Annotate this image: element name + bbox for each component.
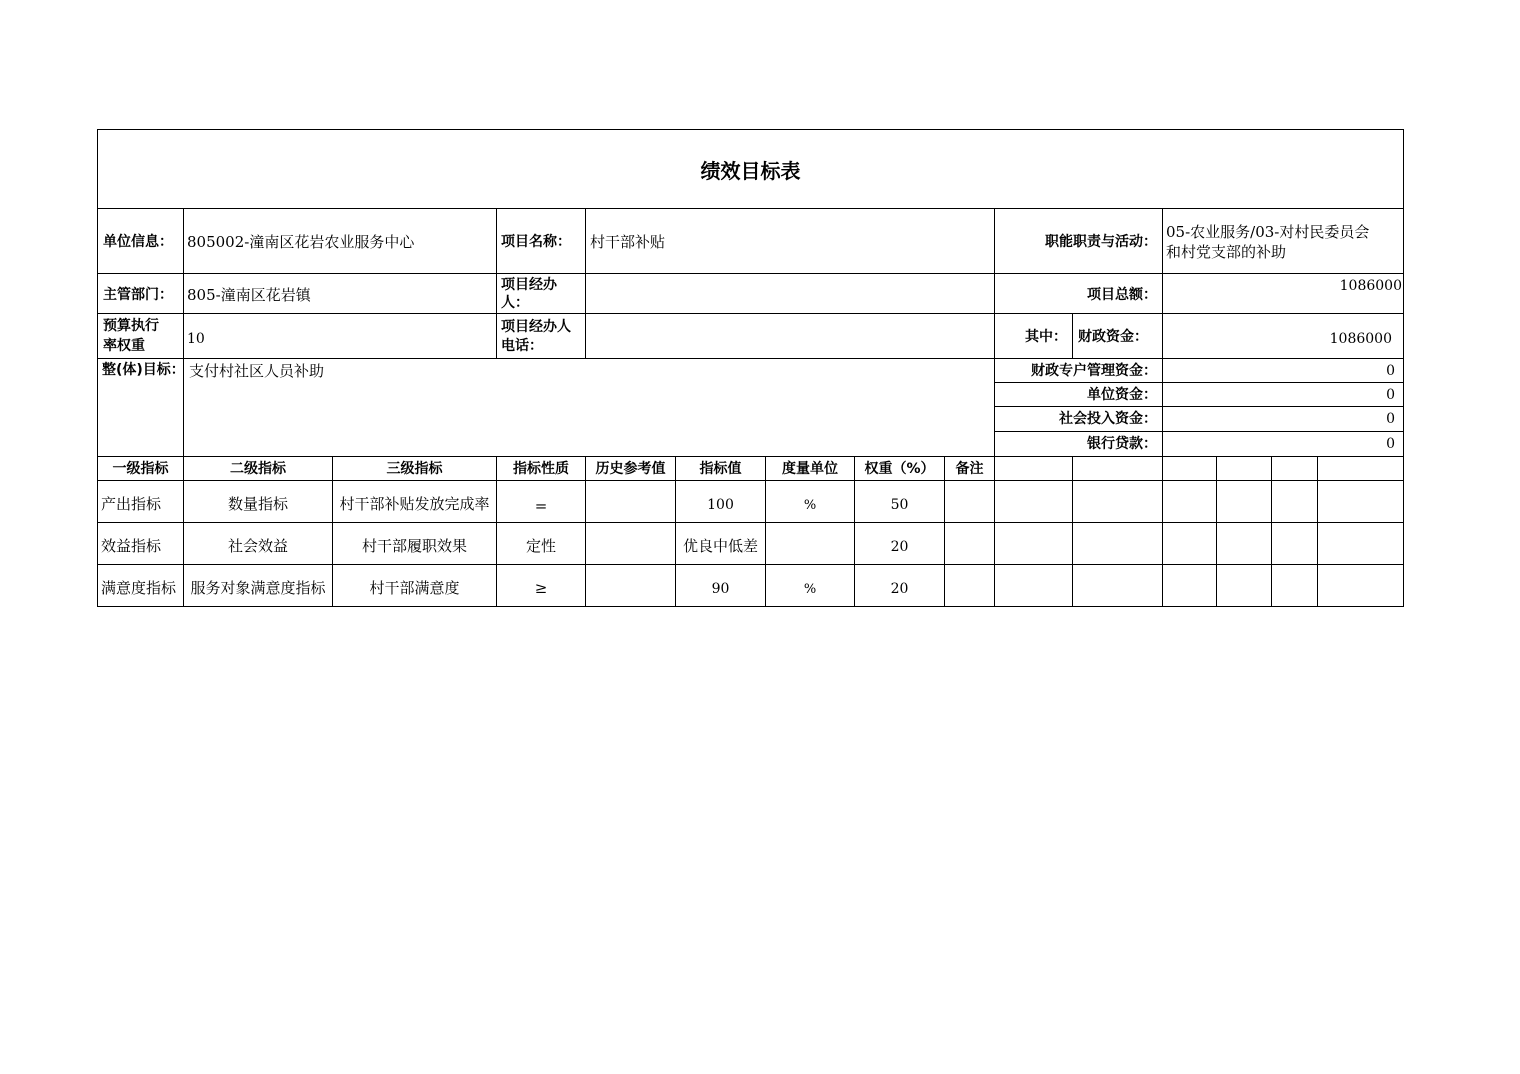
row3-level3: 村干部满意度 xyxy=(369,579,460,597)
duty-value-line2: 和村党支部的补助 xyxy=(1166,243,1287,261)
grid-line xyxy=(496,208,497,358)
budget-weight-label-line2: 率权重 xyxy=(103,338,145,354)
performance-target-sheet xyxy=(97,129,1404,607)
row2-weight: 20 xyxy=(890,539,909,555)
row2-value: 优良中低差 xyxy=(682,537,758,555)
duty-value-line1: 05-农业服务/03-对村民委员会 xyxy=(1166,223,1370,241)
phone-label-line2: 电话： xyxy=(501,338,543,354)
row2-level2: 社会效益 xyxy=(227,537,288,555)
row1-unit: % xyxy=(803,498,817,513)
header-nature: 指标性质 xyxy=(513,461,569,477)
grid-line xyxy=(1162,208,1163,607)
grid-line xyxy=(97,208,1404,209)
grid-line xyxy=(97,129,98,607)
row2-nature: 定性 xyxy=(525,537,556,555)
fiscal-label: 财政资金： xyxy=(1078,329,1148,345)
grid-line xyxy=(1216,456,1217,607)
grid-line xyxy=(1403,129,1404,607)
bank-loan-label: 银行贷款： xyxy=(1087,436,1157,452)
header-level1: 一级指标 xyxy=(112,461,169,477)
goal-value: 支付村社区人员补助 xyxy=(189,362,325,380)
row2-level3: 村干部履职效果 xyxy=(361,537,467,555)
row1-level1: 产出指标 xyxy=(101,495,162,513)
header-weight: 权重（%） xyxy=(864,461,935,477)
grid-line xyxy=(97,480,1404,481)
dept-value: 805-潼南区花岩镇 xyxy=(187,286,311,304)
row3-nature: ≥ xyxy=(534,579,548,597)
grid-line xyxy=(994,406,1404,407)
social-fund-label: 社会投入资金： xyxy=(1059,411,1157,427)
total-value: 1086000 xyxy=(1339,278,1402,294)
row3-weight: 20 xyxy=(890,581,909,597)
grid-line xyxy=(1072,313,1073,358)
header-value: 指标值 xyxy=(699,461,742,477)
row1-weight: 50 xyxy=(890,497,909,513)
grid-line xyxy=(97,456,1404,457)
special-fund-label: 财政专户管理资金： xyxy=(1031,363,1157,379)
total-label: 项目总额： xyxy=(1087,287,1157,303)
dept-label: 主管部门： xyxy=(103,287,173,303)
header-remark: 备注 xyxy=(955,461,984,477)
row2-level1: 效益指标 xyxy=(101,537,162,555)
project-name-value: 村干部补贴 xyxy=(590,233,666,251)
budget-weight-label-line1: 预算执行 xyxy=(103,318,159,334)
row1-level2: 数量指标 xyxy=(227,495,288,513)
row3-unit: % xyxy=(803,582,817,597)
grid-line xyxy=(1072,456,1073,607)
social-fund-value: 0 xyxy=(1386,411,1395,427)
grid-line xyxy=(994,431,1404,432)
goal-label: 整(体)目标： xyxy=(102,362,185,378)
unit-fund-label: 单位资金： xyxy=(1087,387,1157,403)
header-unit: 度量单位 xyxy=(782,461,838,477)
bank-loan-value: 0 xyxy=(1386,436,1395,452)
header-level3: 三级指标 xyxy=(386,461,443,477)
header-level2: 二级指标 xyxy=(230,461,286,477)
row1-nature: = xyxy=(534,497,548,515)
grid-line xyxy=(97,522,1404,523)
row3-level2: 服务对象满意度指标 xyxy=(190,579,326,597)
unit-label: 单位信息： xyxy=(103,234,173,250)
row3-level1: 满意度指标 xyxy=(101,579,177,597)
grid-line xyxy=(1317,456,1318,607)
row3-value: 90 xyxy=(711,581,730,597)
grid-line xyxy=(994,208,995,607)
grid-line xyxy=(97,273,1404,274)
manager-label-line2: 人： xyxy=(501,295,529,311)
grid-line xyxy=(994,382,1404,383)
duty-label: 职能职责与活动： xyxy=(1045,234,1157,250)
row1-level3: 村干部补贴发放完成率 xyxy=(339,495,490,513)
grid-line xyxy=(97,313,1404,314)
grid-line xyxy=(97,129,1404,130)
header-history: 历史参考值 xyxy=(595,461,666,477)
among-label: 其中： xyxy=(1025,329,1067,345)
phone-label-line1: 项目经办人 xyxy=(501,319,571,335)
unit-value: 805002-潼南区花岩农业服务中心 xyxy=(187,233,415,251)
budget-weight-value: 10 xyxy=(187,331,205,347)
grid-line xyxy=(585,208,586,358)
grid-line xyxy=(97,358,1404,359)
grid-line xyxy=(97,606,1404,607)
special-fund-value: 0 xyxy=(1386,363,1395,379)
manager-label-line1: 项目经办 xyxy=(501,277,557,293)
page-title: 绩效目标表 xyxy=(700,159,801,183)
fiscal-value: 1086000 xyxy=(1329,331,1392,347)
project-name-label: 项目名称： xyxy=(501,234,571,250)
grid-line xyxy=(97,564,1404,565)
unit-fund-value: 0 xyxy=(1386,387,1395,403)
grid-line xyxy=(1271,456,1272,607)
row1-value: 100 xyxy=(707,497,734,513)
